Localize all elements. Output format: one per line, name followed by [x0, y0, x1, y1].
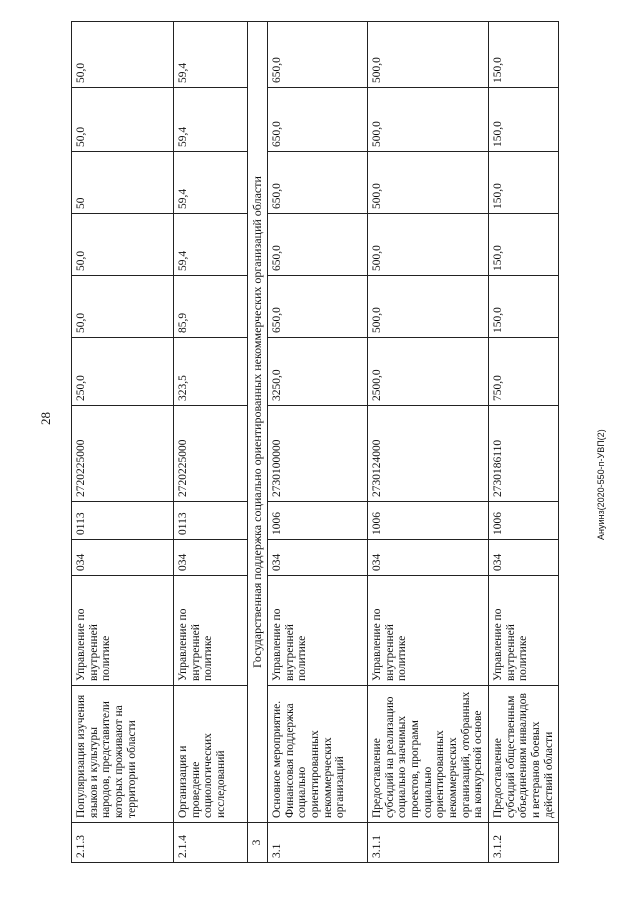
page-number: 28 — [38, 412, 53, 425]
table-body — [72, 22, 559, 863]
table-row — [488, 22, 558, 863]
cell-y3: 59,4 — [174, 152, 248, 214]
cell-y2: 650,0 — [268, 214, 368, 276]
cell-executor: Управление по внутренней политике — [268, 576, 368, 686]
cell-grbs: 034 — [368, 540, 489, 576]
cell-y2: 50,0 — [72, 214, 174, 276]
cell-csr: 2720225000 — [72, 406, 174, 502]
cell-rzpr: 1006 — [488, 502, 558, 540]
cell-y5: 150,0 — [488, 22, 558, 88]
section-title: Государственная поддержка социально ориентированных некоммерческих организаций области — [248, 22, 268, 823]
cell-y1: 500,0 — [368, 276, 489, 338]
cell-rzpr: 0113 — [72, 502, 174, 540]
cell-csr: 2730100000 — [268, 406, 368, 502]
cell-grbs: 034 — [268, 540, 368, 576]
cell-executor: Управление по внутренней политике — [368, 576, 489, 686]
cell-num: 3.1.2 — [488, 823, 558, 863]
cell-name: Предоставление субсидий общественным объединениям инвалидов и ветеранов боевых действий области — [488, 686, 558, 823]
cell-executor: Управление по внутренней политике — [488, 576, 558, 686]
cell-grbs: 034 — [72, 540, 174, 576]
table-row — [268, 22, 368, 863]
rotated-table-container — [71, 22, 554, 863]
cell-y1: 85,9 — [174, 276, 248, 338]
cell-y2: 500,0 — [368, 214, 489, 276]
cell-y3: 500,0 — [368, 152, 489, 214]
cell-name: Основное мероприятие. Финансовая поддержка социально ориентированных некоммерческих организаций — [268, 686, 368, 823]
cell-name: Предоставление субсидий на реализацию социально значимых проектов, программ социально ориентированных некоммерческих организаций, отобранных на конкурсной основе — [368, 686, 489, 823]
cell-y4: 650,0 — [268, 88, 368, 152]
section-number: 3 — [248, 823, 268, 863]
cell-y1: 650,0 — [268, 276, 368, 338]
cell-csr: 2730124000 — [368, 406, 489, 502]
cell-grbs: 034 — [488, 540, 558, 576]
cell-csr: 2730186110 — [488, 406, 558, 502]
table-row — [368, 22, 489, 863]
cell-y2: 59,4 — [174, 214, 248, 276]
cell-name: Популяризация изучения языков и культуры народов, представители которых проживают на территории области — [72, 686, 174, 823]
cell-executor: Управление по внутренней политике — [174, 576, 248, 686]
cell-y4: 50,0 — [72, 88, 174, 152]
cell-name: Организация и проведение социологических исследований — [174, 686, 248, 823]
cell-y3: 650,0 — [268, 152, 368, 214]
table-row — [72, 22, 174, 863]
table-row — [174, 22, 248, 863]
cell-rzpr: 1006 — [368, 502, 489, 540]
cell-num: 2.1.4 — [174, 823, 248, 863]
budget-table — [71, 21, 559, 863]
cell-y1: 150,0 — [488, 276, 558, 338]
cell-total: 2500,0 — [368, 338, 489, 406]
cell-rzpr: 1006 — [268, 502, 368, 540]
cell-y4: 500,0 — [368, 88, 489, 152]
cell-y5: 59,4 — [174, 22, 248, 88]
cell-grbs: 034 — [174, 540, 248, 576]
cell-total: 750,0 — [488, 338, 558, 406]
section-row — [248, 22, 268, 863]
cell-total: 250,0 — [72, 338, 174, 406]
cell-y5: 50,0 — [72, 22, 174, 88]
cell-y5: 650,0 — [268, 22, 368, 88]
cell-num: 3.1.1 — [368, 823, 489, 863]
cell-y1: 50,0 — [72, 276, 174, 338]
cell-rzpr: 0113 — [174, 502, 248, 540]
cell-y3: 50 — [72, 152, 174, 214]
cell-y2: 150,0 — [488, 214, 558, 276]
cell-executor: Управление по внутренней политике — [72, 576, 174, 686]
cell-num: 2.1.3 — [72, 823, 174, 863]
cell-csr: 2720225000 — [174, 406, 248, 502]
document-code: Ануинз(2020-550-п-УВП(2) — [596, 429, 606, 540]
cell-y5: 500,0 — [368, 22, 489, 88]
cell-total: 323,5 — [174, 338, 248, 406]
cell-y4: 59,4 — [174, 88, 248, 152]
cell-y4: 150,0 — [488, 88, 558, 152]
cell-num: 3.1 — [268, 823, 368, 863]
cell-y3: 150,0 — [488, 152, 558, 214]
cell-total: 3250,0 — [268, 338, 368, 406]
